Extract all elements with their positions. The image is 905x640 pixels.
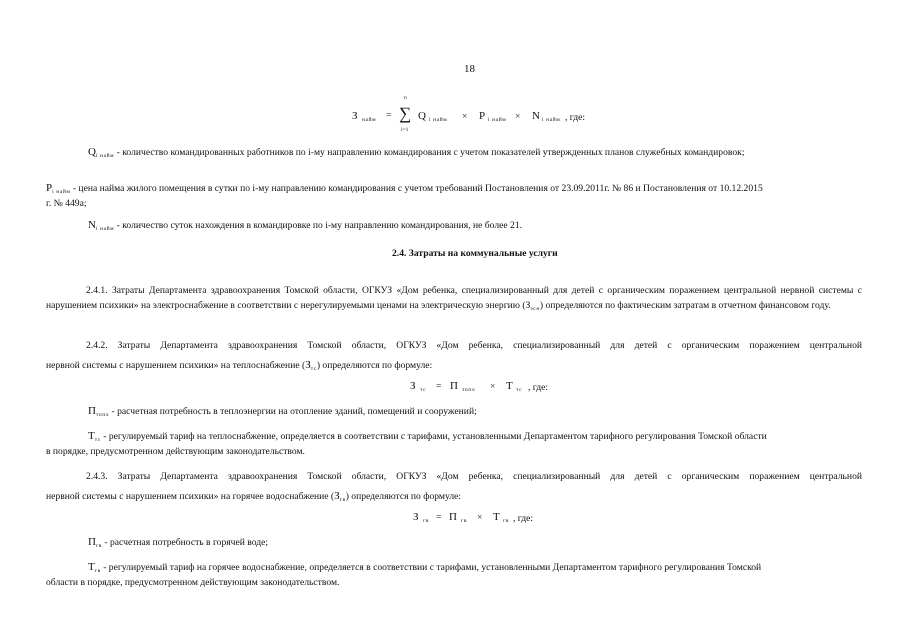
formula-equals: = (436, 381, 442, 392)
formula-symbol: З (413, 511, 419, 523)
formula-equals: = (386, 110, 392, 121)
paragraph-text-tail: ) определяются по формуле: (345, 491, 462, 502)
formula-where: , где: (528, 382, 549, 393)
formula-symbol: З (352, 110, 358, 122)
page-number: 18 (464, 63, 475, 75)
formula-symbol: Q (88, 146, 96, 158)
sum-upper-limit: n (404, 95, 407, 101)
formula-subscript: i найм (95, 153, 115, 159)
formula-subscript: гв (461, 518, 468, 524)
definition-heat-t (88, 430, 767, 446)
formula-subscript: i найм (542, 117, 561, 123)
definition-text: - расчетная потребность в теплоэнергии на отопление зданий, помещений и сооружений; (109, 406, 477, 417)
formula-symbol: Т (493, 511, 500, 523)
paragraph-2-4-3-line1: 2.4.3. Затраты Департамента здравоохранения Томской области, ОГКУЗ «Дом ребенка, специализированный для детей с органическим поражением центральной (86, 471, 862, 482)
formula-symbol: P (46, 182, 53, 194)
formula-symbol: Т (88, 561, 95, 573)
paragraph-text: нервной системы с нарушением психики» на горячее водоснабжение ( (46, 491, 335, 502)
formula-subscript: i найм (488, 117, 507, 123)
formula-symbol: Т (88, 430, 95, 442)
formula-symbol: П (88, 405, 96, 417)
formula-subscript: тс (516, 387, 523, 393)
paragraph-2-4-2-line1: 2.4.2. Затраты Департамента здравоохранения Томской области, ОГКУЗ «Дом ребенка, специализированный для детей с органическим поражением центральной (86, 340, 862, 351)
formula-subscript: i найм (429, 117, 448, 123)
sum-lower-limit: i=1 (401, 127, 409, 133)
formula-symbol: Т (506, 380, 513, 392)
formula-hire (352, 95, 612, 137)
paragraph-2-4-2-line2 (46, 359, 432, 375)
definition-text: - количество командированных работников по i-му направлению командирования с учетом показателей утвержденных планов служебных командировок; (114, 147, 745, 158)
definition-text: - расчетная потребность в горячей воде; (102, 537, 269, 548)
formula-symbol: З (410, 380, 416, 392)
paragraph-text-tail: ) определяются по фактическим затратам в отчетном финансовом году. (539, 300, 831, 311)
paragraph-2-4-3-line2 (46, 490, 461, 506)
definition-hw-t-continued: области в порядке, предусмотренном действующим законодательством. (46, 577, 340, 588)
formula-equals: = (436, 512, 442, 523)
formula-times: × (477, 512, 483, 523)
formula-where: , где: (513, 513, 534, 524)
formula-subscript: тс (310, 366, 317, 372)
section-title: 2.4. Затраты на коммунальные услуги (392, 248, 558, 259)
formula-subscript: i найм (95, 226, 115, 232)
paragraph-text-tail: ) определяются по формуле: (316, 360, 433, 371)
formula-symbol: П (88, 536, 96, 548)
definition-n (88, 219, 522, 235)
definition-q (88, 146, 745, 162)
formula-symbol: З (334, 490, 340, 502)
formula-subscript: гв (423, 518, 430, 524)
formula-symbol: З (305, 359, 311, 371)
definition-text: - количество суток нахождения в командировке по i-му направлению командирования, не более 21. (114, 220, 523, 231)
formula-subscript: эсн (530, 306, 540, 312)
formula-symbol: N (88, 219, 96, 231)
formula-symbol: Q (418, 110, 426, 122)
formula-subscript: топл (95, 412, 110, 418)
formula-heat (410, 380, 590, 398)
formula-subscript: гв (95, 543, 103, 549)
definition-text: - регулируемый тариф на горячее водоснабжение, определяется в соответствии с тарифами, установленными Департаментом тарифного регулирования Томской (100, 562, 762, 573)
formula-subscript: гв (94, 568, 101, 574)
formula-times: × (515, 111, 521, 122)
paragraph-2-4-1 (46, 283, 862, 317)
formula-subscript: i найм (52, 189, 71, 195)
formula-times: × (462, 111, 468, 122)
formula-subscript: найм (362, 117, 377, 123)
formula-hot-water (413, 511, 583, 529)
definition-hw-t (88, 561, 761, 577)
formula-subscript: тс (94, 437, 101, 443)
paragraph-text: 2.4.1. Затраты Департамента здравоохранения Томской области, ОГКУЗ «Дом ребенка, специализированный для детей с органическим поражением центральной нервной системы с нарушением психики» на электроснабжение в соответствии с нерегулируемыми ценами на электрическую энергию (З (46, 285, 862, 311)
formula-subscript: топл (462, 387, 476, 393)
formula-symbol: П (449, 511, 457, 523)
formula-symbol: P (479, 110, 486, 122)
paragraph-text: нервной системы с нарушением психики» на теплоснабжение ( (46, 360, 306, 371)
formula-subscript: гв (339, 497, 346, 503)
formula-symbol: П (450, 380, 458, 392)
sum-sign: ∑ (399, 104, 412, 123)
definition-text: - регулируемый тариф на теплоснабжение, определяется в соответствии с тарифами, установленными Департаментом тарифного регулирования Томской области (100, 431, 767, 442)
definition-text: - цена найма жилого помещения в сутки по i-му направлению командирования с учетом требований Постановления от 23.09.2011г. № 86 и Постановления от 10.12.2015 (70, 183, 763, 194)
formula-subscript: гв (503, 518, 510, 524)
definition-heat-t-continued: в порядке, предусмотренном действующим законодательством. (46, 446, 305, 457)
formula-symbol: N (532, 110, 540, 122)
definition-hw-p (88, 536, 268, 552)
formula-where: , где: (565, 112, 586, 123)
formula-times: × (490, 381, 496, 392)
definition-p-continued: г. № 449а; (46, 198, 87, 209)
definition-heat-p (88, 405, 477, 421)
formula-subscript: тс (420, 387, 427, 393)
definition-p (46, 182, 763, 198)
